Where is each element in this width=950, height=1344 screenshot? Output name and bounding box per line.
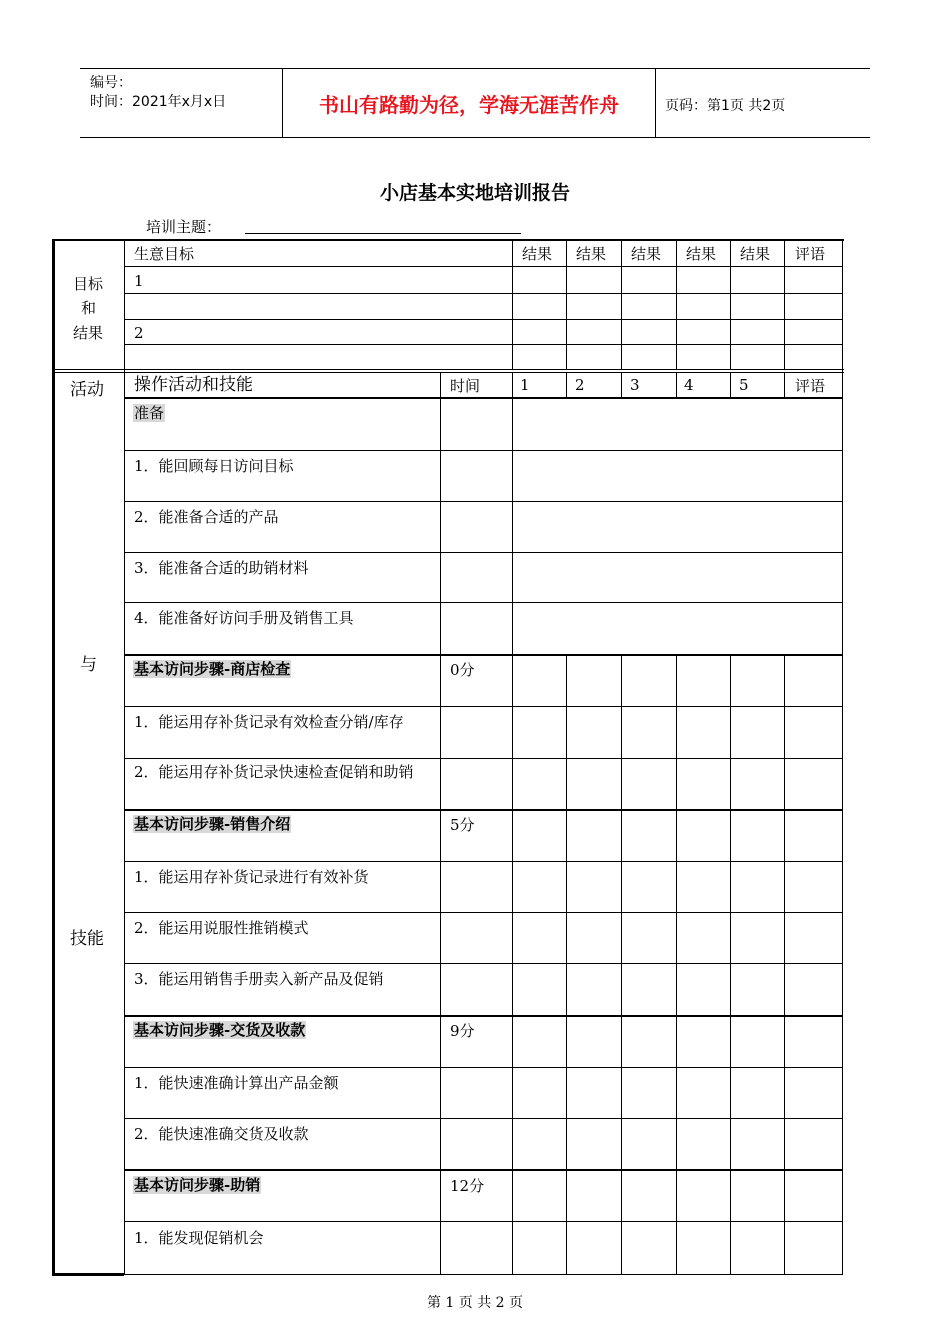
header-skill: 操作活动和技能 bbox=[134, 375, 253, 395]
merch-item-1: 1．能发现促销机会 bbox=[134, 1229, 264, 1247]
store-check-title: 基本访问步骤-商店检查 bbox=[134, 660, 291, 678]
page-footer: 第 1 页 共 2 页 bbox=[426, 1295, 524, 1311]
score-col-1: 1 bbox=[520, 376, 530, 394]
prep-item-1: 1．能回顾每日访问目标 bbox=[134, 457, 294, 475]
activities-side-label-top: 活动 bbox=[70, 380, 104, 400]
score-col-4: 4 bbox=[684, 376, 694, 394]
delivery-time: 9分 bbox=[450, 1022, 475, 1040]
number-label: 编号： bbox=[90, 75, 132, 91]
header-time: 时间 bbox=[450, 377, 481, 395]
sales-intro-item-3: 3．能运用销售手册卖入新产品及促销 bbox=[134, 970, 384, 988]
motto: 书山有路勤为径，学海无涯苦作舟 bbox=[282, 69, 656, 137]
sales-intro-item-1: 1．能运用存补货记录进行有效补货 bbox=[134, 868, 369, 886]
store-check-item-1: 1．能运用存补货记录有效检查分销/库存 bbox=[134, 713, 404, 731]
activities-header-comment: 评语 bbox=[795, 377, 826, 395]
header-meta bbox=[80, 69, 282, 137]
time-label: 时间：2021年x月x日 bbox=[90, 94, 227, 110]
header-goal: 生意目标 bbox=[134, 245, 195, 263]
score-col-5: 5 bbox=[739, 376, 749, 394]
header-result-5: 结果 bbox=[740, 245, 771, 263]
store-check-time: 0分 bbox=[450, 661, 475, 679]
goals-side-label-3: 结果 bbox=[73, 324, 104, 342]
goals-side-label-1: 目标 bbox=[73, 275, 104, 293]
header-result-3: 结果 bbox=[631, 245, 662, 263]
activities-side-label-mid: 与 bbox=[80, 655, 97, 675]
page-info: 页码：第1页 共2页 bbox=[665, 98, 786, 114]
header-result-2: 结果 bbox=[576, 245, 607, 263]
prep-item-2: 2．能准备合适的产品 bbox=[134, 508, 279, 526]
prep-title: 准备 bbox=[134, 404, 165, 422]
delivery-title: 基本访问步骤-交货及收款 bbox=[134, 1021, 306, 1039]
sales-intro-title: 基本访问步骤-销售介绍 bbox=[134, 815, 291, 833]
prep-item-4: 4．能准备好访问手册及销售工具 bbox=[134, 609, 354, 627]
header-result-4: 结果 bbox=[686, 245, 717, 263]
page-header bbox=[80, 68, 870, 138]
topic-label: 培训主题： bbox=[146, 218, 222, 236]
merch-title: 基本访问步骤-助销 bbox=[134, 1176, 261, 1194]
header-comment: 评语 bbox=[795, 245, 826, 263]
sales-intro-time: 5分 bbox=[450, 816, 475, 834]
store-check-item-2: 2．能运用存补货记录快速检查促销和助销 bbox=[134, 763, 414, 781]
prep-item-3: 3．能准备合适的助销材料 bbox=[134, 559, 309, 577]
page-title: 小店基本实地培训报告 bbox=[379, 182, 570, 204]
score-col-2: 2 bbox=[575, 376, 585, 394]
goal-2: 2 bbox=[134, 324, 144, 342]
header-result-1: 结果 bbox=[522, 245, 553, 263]
score-col-3: 3 bbox=[630, 376, 640, 394]
topic-input-line[interactable] bbox=[245, 233, 521, 234]
delivery-item-1: 1．能快速准确计算出产品金额 bbox=[134, 1074, 339, 1092]
goals-side-label-2: 和 bbox=[81, 299, 97, 317]
delivery-item-2: 2．能快速准确交货及收款 bbox=[134, 1125, 309, 1143]
sales-intro-item-2: 2．能运用说服性推销模式 bbox=[134, 919, 309, 937]
goal-1: 1 bbox=[134, 272, 144, 290]
activities-side-label-bottom: 技能 bbox=[70, 929, 104, 949]
merch-time: 12分 bbox=[450, 1177, 485, 1195]
